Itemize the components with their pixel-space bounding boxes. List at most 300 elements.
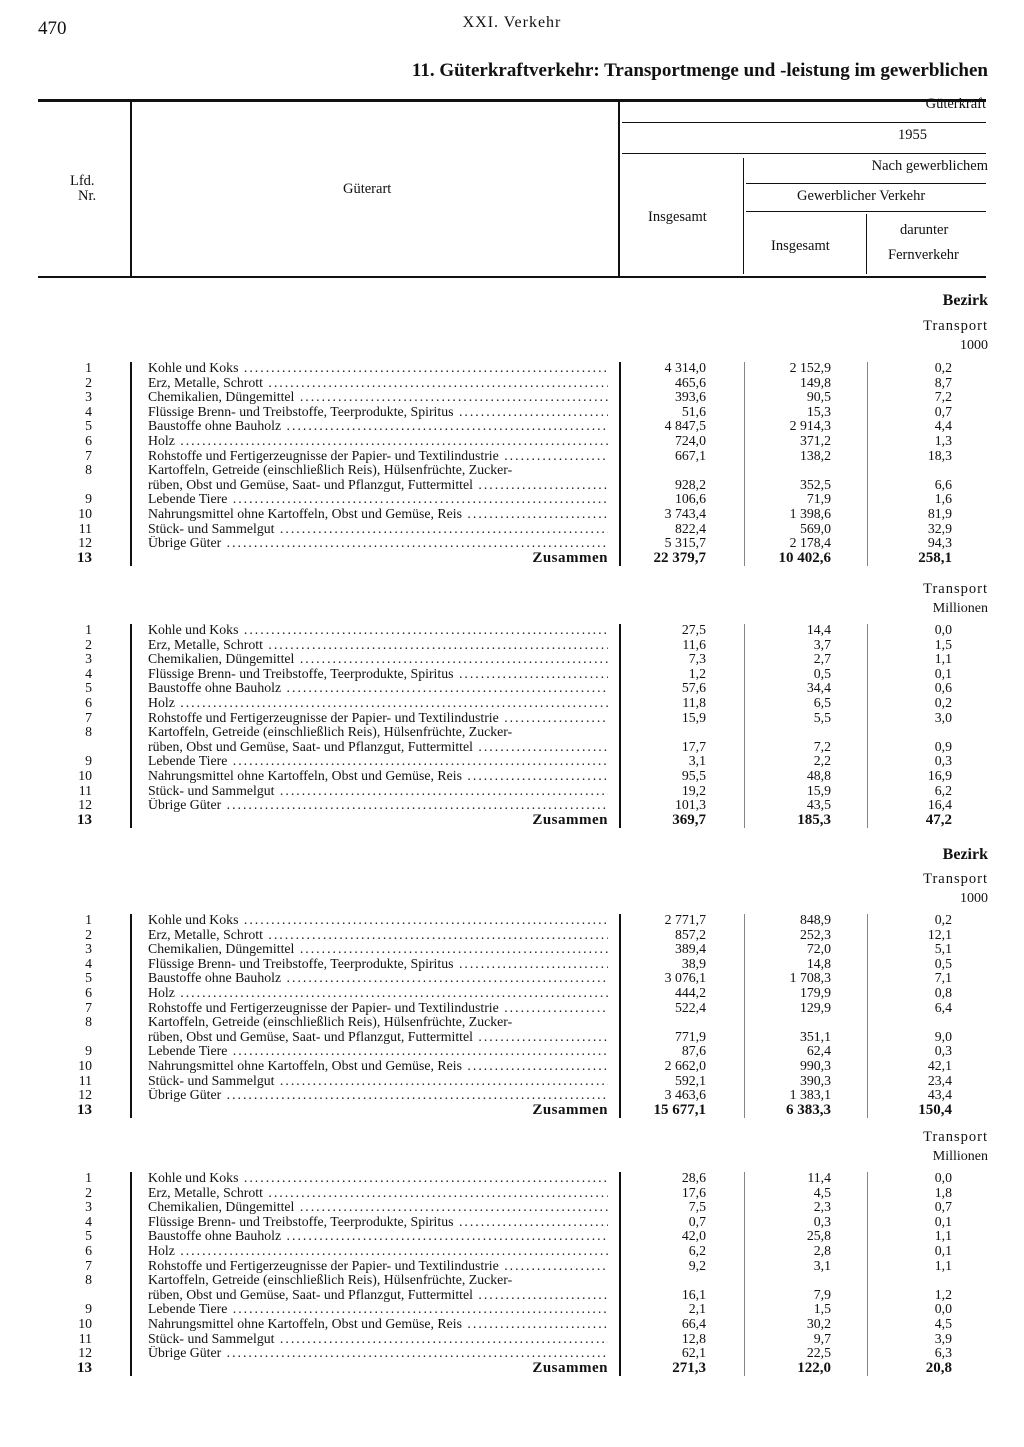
value-gewerblich-insgesamt: 990,3 bbox=[799, 1058, 831, 1073]
row-number: 7 bbox=[85, 1257, 92, 1273]
value-insgesamt: 66,4 bbox=[681, 1316, 706, 1331]
row-label: Stück- und Sammelgut ..... bbox=[148, 522, 608, 537]
row-label: Nahrungsmittel ohne Kartoffeln, Obst und Gemüse, Reis ..... bbox=[148, 1317, 608, 1332]
row-label: Lebende Tiere ..... bbox=[148, 1302, 608, 1317]
row-number: 13 bbox=[77, 1359, 92, 1376]
row-label: Erz, Metalle, Schrott ..... bbox=[148, 376, 608, 391]
value-gewerblich-insgesamt: 9,7 bbox=[813, 1330, 831, 1346]
value-insgesamt: 28,6 bbox=[681, 1170, 706, 1185]
value-gewerblich-insgesamt: 2,2 bbox=[813, 753, 831, 769]
block-bar-mid bbox=[744, 1172, 745, 1376]
value-fernverkehr: 1,8 bbox=[934, 1184, 952, 1200]
row-number: 13 bbox=[77, 811, 92, 828]
value-gewerblich-insgesamt: 352,5 bbox=[799, 476, 831, 492]
running-head: XXI. Verkehr bbox=[462, 14, 562, 31]
row-number: 5 bbox=[85, 970, 92, 986]
value-insgesamt: 57,6 bbox=[681, 680, 706, 696]
block-bar-mid bbox=[744, 914, 745, 1118]
value-insgesamt: 2 771,7 bbox=[664, 912, 706, 927]
value-insgesamt: 11,8 bbox=[682, 695, 706, 710]
header-insgesamt-sub: Insgesamt bbox=[771, 238, 830, 254]
value-gewerblich-insgesamt: 10 402,6 bbox=[778, 549, 831, 566]
row-label: Holz ..... bbox=[148, 434, 608, 449]
row-label: Chemikalien, Düngemittel ..... bbox=[148, 1200, 608, 1215]
section-unit-label: Transport bbox=[923, 871, 988, 887]
value-fernverkehr: 16,9 bbox=[927, 768, 952, 783]
section-unit-value: 1000 bbox=[960, 891, 988, 906]
row-label: Stück- und Sammelgut ..... bbox=[148, 784, 608, 799]
header-nach-gewerblichem: Nach gewerblichem bbox=[871, 158, 988, 174]
value-insgesamt: 22 379,7 bbox=[653, 549, 706, 566]
value-gewerblich-insgesamt: 0,3 bbox=[813, 1213, 831, 1229]
block-bar-left bbox=[130, 624, 132, 828]
value-fernverkehr: 1,1 bbox=[934, 1257, 952, 1273]
row-number: 1 bbox=[85, 1170, 92, 1185]
value-insgesamt: 16,1 bbox=[681, 1286, 706, 1302]
value-insgesamt: 393,6 bbox=[674, 389, 706, 405]
block-bar-right bbox=[619, 1172, 621, 1376]
value-fernverkehr: 0,1 bbox=[934, 1213, 952, 1229]
row-number: 7 bbox=[85, 709, 92, 725]
value-gewerblich-insgesamt: 6,5 bbox=[813, 695, 831, 710]
row-label: Stück- und Sammelgut ..... bbox=[148, 1074, 608, 1089]
value-gewerblich-insgesamt: 7,2 bbox=[813, 738, 831, 754]
value-gewerblich-insgesamt: 569,0 bbox=[799, 520, 831, 536]
value-fernverkehr: 0,1 bbox=[934, 1243, 952, 1258]
value-insgesamt: 15 677,1 bbox=[653, 1101, 706, 1118]
header-fernverkehr: Fernverkehr bbox=[888, 247, 959, 263]
row-label: Kartoffeln, Getreide (einschließlich Reis), Hülsenfrüchte, Zucker- bbox=[148, 725, 513, 740]
value-gewerblich-insgesamt: 185,3 bbox=[797, 811, 831, 828]
value-fernverkehr: 7,1 bbox=[934, 970, 952, 986]
header-rule-gueterkraft bbox=[622, 122, 986, 123]
row-label: Flüssige Brenn- und Treibstoffe, Teerprodukte, Spiritus ..... bbox=[148, 957, 608, 972]
value-fernverkehr: 0,2 bbox=[934, 360, 952, 375]
row-label: Kohle und Koks ..... bbox=[148, 1171, 608, 1186]
value-gewerblich-insgesamt: 848,9 bbox=[799, 912, 831, 927]
row-number: 5 bbox=[85, 418, 92, 434]
row-label: Lebende Tiere ..... bbox=[148, 1044, 608, 1059]
value-fernverkehr: 8,7 bbox=[934, 374, 952, 390]
row-label: Kartoffeln, Getreide (einschließlich Reis), Hülsenfrüchte, Zucker- bbox=[148, 1015, 513, 1030]
value-insgesamt: 15,9 bbox=[681, 709, 706, 725]
value-insgesamt: 87,6 bbox=[681, 1043, 706, 1059]
block-bar-left bbox=[130, 914, 132, 1118]
row-label: Erz, Metalle, Schrott ..... bbox=[148, 1186, 608, 1201]
value-gewerblich-insgesamt: 2 152,9 bbox=[789, 360, 831, 375]
value-fernverkehr: 0,2 bbox=[934, 912, 952, 927]
row-number: 7 bbox=[85, 999, 92, 1015]
row-number: 5 bbox=[85, 1228, 92, 1244]
value-gewerblich-insgesamt: 1 708,3 bbox=[789, 970, 831, 986]
row-number: 6 bbox=[85, 985, 92, 1000]
block-bar-mid bbox=[744, 362, 745, 566]
value-fernverkehr: 0,0 bbox=[934, 1170, 952, 1185]
row-label: Holz ..... bbox=[148, 696, 608, 711]
row-number: 11 bbox=[78, 1072, 92, 1088]
header-divider-insgesamt bbox=[743, 158, 744, 274]
value-gewerblich-insgesamt: 43,5 bbox=[806, 797, 831, 813]
value-fernverkehr: 5,1 bbox=[934, 941, 952, 957]
row-label-continued: rüben, Obst und Gemüse, Saat- und Pflanzgut, Futtermittel ..... bbox=[148, 740, 608, 755]
row-label: Rohstoffe und Fertigerzeugnisse der Papier- und Textilindustrie ..... bbox=[148, 1001, 608, 1016]
header-top-rule bbox=[38, 99, 986, 102]
header-gueterart: Güterart bbox=[343, 181, 392, 197]
row-number: 8 bbox=[85, 724, 92, 740]
value-insgesamt: 592,1 bbox=[674, 1072, 706, 1088]
value-fernverkehr: 0,3 bbox=[934, 1043, 952, 1059]
row-label: Kartoffeln, Getreide (einschließlich Reis), Hülsenfrüchte, Zucker- bbox=[148, 1273, 513, 1288]
value-fernverkehr: 0,9 bbox=[934, 738, 952, 754]
header-bottom-rule bbox=[38, 276, 986, 278]
value-gewerblich-insgesamt: 7,9 bbox=[813, 1286, 831, 1302]
row-label: Chemikalien, Düngemittel ..... bbox=[148, 652, 608, 667]
value-gewerblich-insgesamt: 14,8 bbox=[806, 955, 831, 971]
row-number: 9 bbox=[85, 753, 92, 769]
value-gewerblich-insgesamt: 62,4 bbox=[806, 1043, 831, 1059]
value-gewerblich-insgesamt: 2 178,4 bbox=[789, 535, 831, 551]
value-insgesamt: 5 315,7 bbox=[664, 535, 706, 551]
total-label: Zusammen bbox=[532, 1102, 608, 1118]
value-insgesamt: 271,3 bbox=[672, 1359, 706, 1376]
row-label: Übrige Güter ..... bbox=[148, 1088, 608, 1103]
value-fernverkehr: 6,6 bbox=[934, 476, 952, 492]
value-insgesamt: 106,6 bbox=[674, 491, 706, 507]
row-number: 10 bbox=[78, 1058, 92, 1073]
value-gewerblich-insgesamt: 22,5 bbox=[806, 1345, 831, 1361]
row-number: 12 bbox=[78, 535, 92, 551]
value-fernverkehr: 6,3 bbox=[934, 1345, 952, 1361]
value-fernverkehr: 3,0 bbox=[934, 709, 952, 725]
value-gewerblich-insgesamt: 14,4 bbox=[806, 622, 831, 637]
block-bar-left bbox=[130, 1172, 132, 1376]
row-label: Holz ..... bbox=[148, 1244, 608, 1259]
value-insgesamt: 17,7 bbox=[681, 738, 706, 754]
value-fernverkehr: 32,9 bbox=[927, 520, 952, 536]
row-label: Rohstoffe und Fertigerzeugnisse der Papier- und Textilindustrie ..... bbox=[148, 711, 608, 726]
value-gewerblich-insgesamt: 2,7 bbox=[813, 651, 831, 667]
row-label: Übrige Güter ..... bbox=[148, 798, 608, 813]
value-fernverkehr: 1,6 bbox=[934, 491, 952, 507]
value-fernverkehr: 150,4 bbox=[918, 1101, 952, 1118]
row-label: Stück- und Sammelgut ..... bbox=[148, 1332, 608, 1347]
row-number: 3 bbox=[85, 941, 92, 957]
row-number: 4 bbox=[85, 955, 92, 971]
block-bar-right bbox=[619, 624, 621, 828]
row-number: 11 bbox=[78, 520, 92, 536]
header-rule-gewerblich bbox=[746, 211, 986, 212]
value-insgesamt: 101,3 bbox=[674, 797, 706, 813]
section-bezirk-heading: Bezirk bbox=[942, 846, 988, 863]
row-number: 6 bbox=[85, 1243, 92, 1258]
value-fernverkehr: 4,4 bbox=[934, 418, 952, 434]
row-label: Baustoffe ohne Bauholz ..... bbox=[148, 419, 608, 434]
value-fernverkehr: 1,3 bbox=[934, 433, 952, 448]
value-insgesamt: 2 662,0 bbox=[664, 1058, 706, 1073]
value-gewerblich-insgesamt: 48,8 bbox=[806, 768, 831, 783]
value-gewerblich-insgesamt: 4,5 bbox=[813, 1184, 831, 1200]
total-label: Zusammen bbox=[532, 550, 608, 566]
row-number: 5 bbox=[85, 680, 92, 696]
section-unit-label: Transport bbox=[923, 318, 988, 334]
row-label: Lebende Tiere ..... bbox=[148, 754, 608, 769]
value-insgesamt: 7,3 bbox=[688, 651, 706, 667]
total-label: Zusammen bbox=[532, 1360, 608, 1376]
row-number: 3 bbox=[85, 1199, 92, 1215]
row-number: 8 bbox=[85, 1014, 92, 1030]
value-insgesamt: 6,2 bbox=[688, 1243, 706, 1258]
value-gewerblich-insgesamt: 71,9 bbox=[806, 491, 831, 507]
value-fernverkehr: 0,2 bbox=[934, 695, 952, 710]
value-insgesamt: 3 463,6 bbox=[664, 1087, 706, 1103]
value-fernverkehr: 23,4 bbox=[927, 1072, 952, 1088]
value-fernverkehr: 12,1 bbox=[927, 926, 952, 942]
row-number: 1 bbox=[85, 360, 92, 375]
section-unit-label: Transport bbox=[923, 1129, 988, 1145]
header-darunter: darunter bbox=[900, 222, 949, 238]
value-gewerblich-insgesamt: 1,5 bbox=[813, 1301, 831, 1317]
row-label-continued: rüben, Obst und Gemüse, Saat- und Pflanzgut, Futtermittel ..... bbox=[148, 1288, 608, 1303]
block-bar-fern bbox=[867, 624, 868, 828]
value-gewerblich-insgesamt: 138,2 bbox=[799, 447, 831, 463]
value-insgesamt: 1,2 bbox=[688, 665, 706, 681]
value-insgesamt: 3,1 bbox=[688, 753, 706, 769]
value-gewerblich-insgesamt: 122,0 bbox=[797, 1359, 831, 1376]
row-number: 9 bbox=[85, 1043, 92, 1059]
value-fernverkehr: 0,7 bbox=[934, 403, 952, 419]
value-gewerblich-insgesamt: 149,8 bbox=[799, 374, 831, 390]
row-label: Nahrungsmittel ohne Kartoffeln, Obst und Gemüse, Reis ..... bbox=[148, 507, 608, 522]
value-gewerblich-insgesamt: 90,5 bbox=[806, 389, 831, 405]
row-label: Rohstoffe und Fertigerzeugnisse der Papier- und Textilindustrie ..... bbox=[148, 449, 608, 464]
row-number: 13 bbox=[77, 549, 92, 566]
row-number: 8 bbox=[85, 1272, 92, 1288]
row-label: Flüssige Brenn- und Treibstoffe, Teerprodukte, Spiritus ..... bbox=[148, 1215, 608, 1230]
value-gewerblich-insgesamt: 2 914,3 bbox=[789, 418, 831, 434]
row-number: 1 bbox=[85, 622, 92, 637]
value-fernverkehr: 47,2 bbox=[925, 811, 952, 828]
header-insgesamt: Insgesamt bbox=[648, 209, 707, 225]
row-label: Erz, Metalle, Schrott ..... bbox=[148, 928, 608, 943]
value-insgesamt: 4 314,0 bbox=[664, 360, 706, 375]
value-insgesamt: 42,0 bbox=[681, 1228, 706, 1244]
value-insgesamt: 38,9 bbox=[681, 955, 706, 971]
row-label: Holz ..... bbox=[148, 986, 608, 1001]
value-gewerblich-insgesamt: 15,3 bbox=[806, 403, 831, 419]
row-number: 2 bbox=[85, 1184, 92, 1200]
header-gueterkraft: Güterkraft bbox=[925, 96, 986, 112]
row-number: 4 bbox=[85, 403, 92, 419]
value-insgesamt: 724,0 bbox=[674, 433, 706, 448]
header-lfd: Lfd. bbox=[70, 173, 95, 189]
value-gewerblich-insgesamt: 2,8 bbox=[813, 1243, 831, 1258]
row-number: 12 bbox=[78, 1087, 92, 1103]
value-gewerblich-insgesamt: 3,7 bbox=[813, 636, 831, 652]
value-insgesamt: 822,4 bbox=[674, 520, 706, 536]
row-number: 3 bbox=[85, 389, 92, 405]
value-gewerblich-insgesamt: 371,2 bbox=[799, 433, 831, 448]
row-number: 2 bbox=[85, 636, 92, 652]
value-fernverkehr: 3,9 bbox=[934, 1330, 952, 1346]
value-insgesamt: 12,8 bbox=[681, 1330, 706, 1346]
row-label: Baustoffe ohne Bauholz ..... bbox=[148, 681, 608, 696]
row-number: 9 bbox=[85, 1301, 92, 1317]
value-fernverkehr: 1,5 bbox=[934, 636, 952, 652]
value-insgesamt: 3 743,4 bbox=[664, 506, 706, 521]
row-label: Chemikalien, Düngemittel ..... bbox=[148, 942, 608, 957]
section-unit-value: Millionen bbox=[932, 1149, 988, 1164]
value-insgesamt: 522,4 bbox=[674, 999, 706, 1015]
value-fernverkehr: 7,2 bbox=[934, 389, 952, 405]
value-gewerblich-insgesamt: 5,5 bbox=[813, 709, 831, 725]
value-insgesamt: 3 076,1 bbox=[664, 970, 706, 986]
row-label: Übrige Güter ..... bbox=[148, 1346, 608, 1361]
row-number: 2 bbox=[85, 926, 92, 942]
value-gewerblich-insgesamt: 129,9 bbox=[799, 999, 831, 1015]
block-bar-right bbox=[619, 914, 621, 1118]
value-fernverkehr: 6,2 bbox=[934, 782, 952, 798]
row-number: 1 bbox=[85, 912, 92, 927]
page-number: 470 bbox=[38, 18, 67, 39]
value-fernverkehr: 0,8 bbox=[934, 985, 952, 1000]
total-label: Zusammen bbox=[532, 812, 608, 828]
row-label: Kohle und Koks ..... bbox=[148, 623, 608, 638]
row-label: Flüssige Brenn- und Treibstoffe, Teerprodukte, Spiritus ..... bbox=[148, 667, 608, 682]
header-rule-nach bbox=[746, 183, 986, 184]
row-number: 10 bbox=[78, 1316, 92, 1331]
value-insgesamt: 0,7 bbox=[688, 1213, 706, 1229]
value-gewerblich-insgesamt: 30,2 bbox=[806, 1316, 831, 1331]
value-fernverkehr: 0,6 bbox=[934, 680, 952, 696]
table-title: 11. Güterkraftverkehr: Transportmenge und -leistung im gewerblichen bbox=[411, 60, 988, 81]
block-bar-fern bbox=[867, 914, 868, 1118]
header-nr: Nr. bbox=[78, 188, 97, 204]
section-unit-value: 1000 bbox=[960, 338, 988, 353]
row-label: Kohle und Koks ..... bbox=[148, 913, 608, 928]
header-divider-gueterart bbox=[618, 101, 620, 278]
value-insgesamt: 389,4 bbox=[674, 941, 706, 957]
value-fernverkehr: 1,1 bbox=[934, 1228, 952, 1244]
value-gewerblich-insgesamt: 15,9 bbox=[806, 782, 831, 798]
value-insgesamt: 19,2 bbox=[681, 782, 706, 798]
row-number: 13 bbox=[77, 1101, 92, 1118]
value-gewerblich-insgesamt: 25,8 bbox=[806, 1228, 831, 1244]
value-fernverkehr: 0,1 bbox=[934, 665, 952, 681]
row-label-continued: rüben, Obst und Gemüse, Saat- und Pflanzgut, Futtermittel ..... bbox=[148, 1030, 608, 1045]
value-insgesamt: 2,1 bbox=[688, 1301, 706, 1317]
row-label-continued: rüben, Obst und Gemüse, Saat- und Pflanzgut, Futtermittel ..... bbox=[148, 478, 608, 493]
row-label: Baustoffe ohne Bauholz ..... bbox=[148, 1229, 608, 1244]
value-gewerblich-insgesamt: 3,1 bbox=[813, 1257, 831, 1273]
block-bar-fern bbox=[867, 1172, 868, 1376]
value-fernverkehr: 16,4 bbox=[927, 797, 952, 813]
row-label: Kohle und Koks ..... bbox=[148, 361, 608, 376]
value-fernverkehr: 94,3 bbox=[927, 535, 952, 551]
row-number: 3 bbox=[85, 651, 92, 667]
value-fernverkehr: 1,2 bbox=[934, 1286, 952, 1302]
block-bar-fern bbox=[867, 362, 868, 566]
value-fernverkehr: 0,0 bbox=[934, 622, 952, 637]
value-insgesamt: 51,6 bbox=[681, 403, 706, 419]
value-fernverkehr: 81,9 bbox=[927, 506, 952, 521]
value-insgesamt: 4 847,5 bbox=[664, 418, 706, 434]
value-fernverkehr: 0,3 bbox=[934, 753, 952, 769]
value-insgesamt: 95,5 bbox=[681, 768, 706, 783]
value-insgesamt: 465,6 bbox=[674, 374, 706, 390]
value-fernverkehr: 20,8 bbox=[925, 1359, 952, 1376]
row-number: 11 bbox=[78, 782, 92, 798]
row-label: Nahrungsmittel ohne Kartoffeln, Obst und Gemüse, Reis ..... bbox=[148, 769, 608, 784]
value-insgesamt: 11,6 bbox=[682, 636, 706, 652]
value-insgesamt: 857,2 bbox=[674, 926, 706, 942]
section-unit-label: Transport bbox=[923, 581, 988, 597]
value-gewerblich-insgesamt: 1 398,6 bbox=[789, 506, 831, 521]
value-gewerblich-insgesamt: 2,3 bbox=[813, 1199, 831, 1215]
row-label: Erz, Metalle, Schrott ..... bbox=[148, 638, 608, 653]
row-number: 6 bbox=[85, 433, 92, 448]
value-insgesamt: 62,1 bbox=[681, 1345, 706, 1361]
value-fernverkehr: 43,4 bbox=[927, 1087, 952, 1103]
row-label: Kartoffeln, Getreide (einschließlich Reis), Hülsenfrüchte, Zucker- bbox=[148, 463, 513, 478]
value-gewerblich-insgesamt: 1 383,1 bbox=[789, 1087, 831, 1103]
row-label: Baustoffe ohne Bauholz ..... bbox=[148, 971, 608, 986]
value-fernverkehr: 18,3 bbox=[927, 447, 952, 463]
value-insgesamt: 17,6 bbox=[681, 1184, 706, 1200]
section-unit-value: Millionen bbox=[932, 601, 988, 616]
value-insgesamt: 771,9 bbox=[674, 1028, 706, 1044]
row-number: 2 bbox=[85, 374, 92, 390]
value-gewerblich-insgesamt: 179,9 bbox=[799, 985, 831, 1000]
row-label: Lebende Tiere ..... bbox=[148, 492, 608, 507]
header-year: 1955 bbox=[898, 127, 927, 143]
row-label: Flüssige Brenn- und Treibstoffe, Teerprodukte, Spiritus ..... bbox=[148, 405, 608, 420]
header-rule-year bbox=[622, 153, 986, 154]
row-label: Rohstoffe und Fertigerzeugnisse der Papier- und Textilindustrie ..... bbox=[148, 1259, 608, 1274]
value-gewerblich-insgesamt: 390,3 bbox=[799, 1072, 831, 1088]
value-fernverkehr: 258,1 bbox=[918, 549, 952, 566]
value-insgesamt: 9,2 bbox=[688, 1257, 706, 1273]
value-gewerblich-insgesamt: 34,4 bbox=[806, 680, 831, 696]
section-bezirk-heading: Bezirk bbox=[942, 292, 988, 309]
value-insgesamt: 7,5 bbox=[688, 1199, 706, 1215]
row-number: 8 bbox=[85, 462, 92, 478]
value-fernverkehr: 0,0 bbox=[934, 1301, 952, 1317]
block-bar-mid bbox=[744, 624, 745, 828]
row-label: Chemikalien, Düngemittel ..... bbox=[148, 390, 608, 405]
row-number: 6 bbox=[85, 695, 92, 710]
block-bar-right bbox=[619, 362, 621, 566]
value-gewerblich-insgesamt: 252,3 bbox=[799, 926, 831, 942]
value-gewerblich-insgesamt: 6 383,3 bbox=[786, 1101, 831, 1118]
value-fernverkehr: 0,7 bbox=[934, 1199, 952, 1215]
value-fernverkehr: 42,1 bbox=[927, 1058, 952, 1073]
value-insgesamt: 369,7 bbox=[672, 811, 706, 828]
row-number: 12 bbox=[78, 1345, 92, 1361]
value-fernverkehr: 9,0 bbox=[934, 1028, 952, 1044]
value-gewerblich-insgesamt: 72,0 bbox=[806, 941, 831, 957]
value-fernverkehr: 1,1 bbox=[934, 651, 952, 667]
header-gewerblicher-verkehr: Gewerblicher Verkehr bbox=[797, 188, 926, 204]
row-number: 11 bbox=[78, 1330, 92, 1346]
value-insgesamt: 27,5 bbox=[681, 622, 706, 637]
row-number: 7 bbox=[85, 447, 92, 463]
row-number: 10 bbox=[78, 506, 92, 521]
value-insgesamt: 444,2 bbox=[674, 985, 706, 1000]
row-number: 10 bbox=[78, 768, 92, 783]
value-fernverkehr: 0,5 bbox=[934, 955, 952, 971]
value-fernverkehr: 4,5 bbox=[934, 1316, 952, 1331]
value-gewerblich-insgesamt: 11,4 bbox=[807, 1170, 831, 1185]
